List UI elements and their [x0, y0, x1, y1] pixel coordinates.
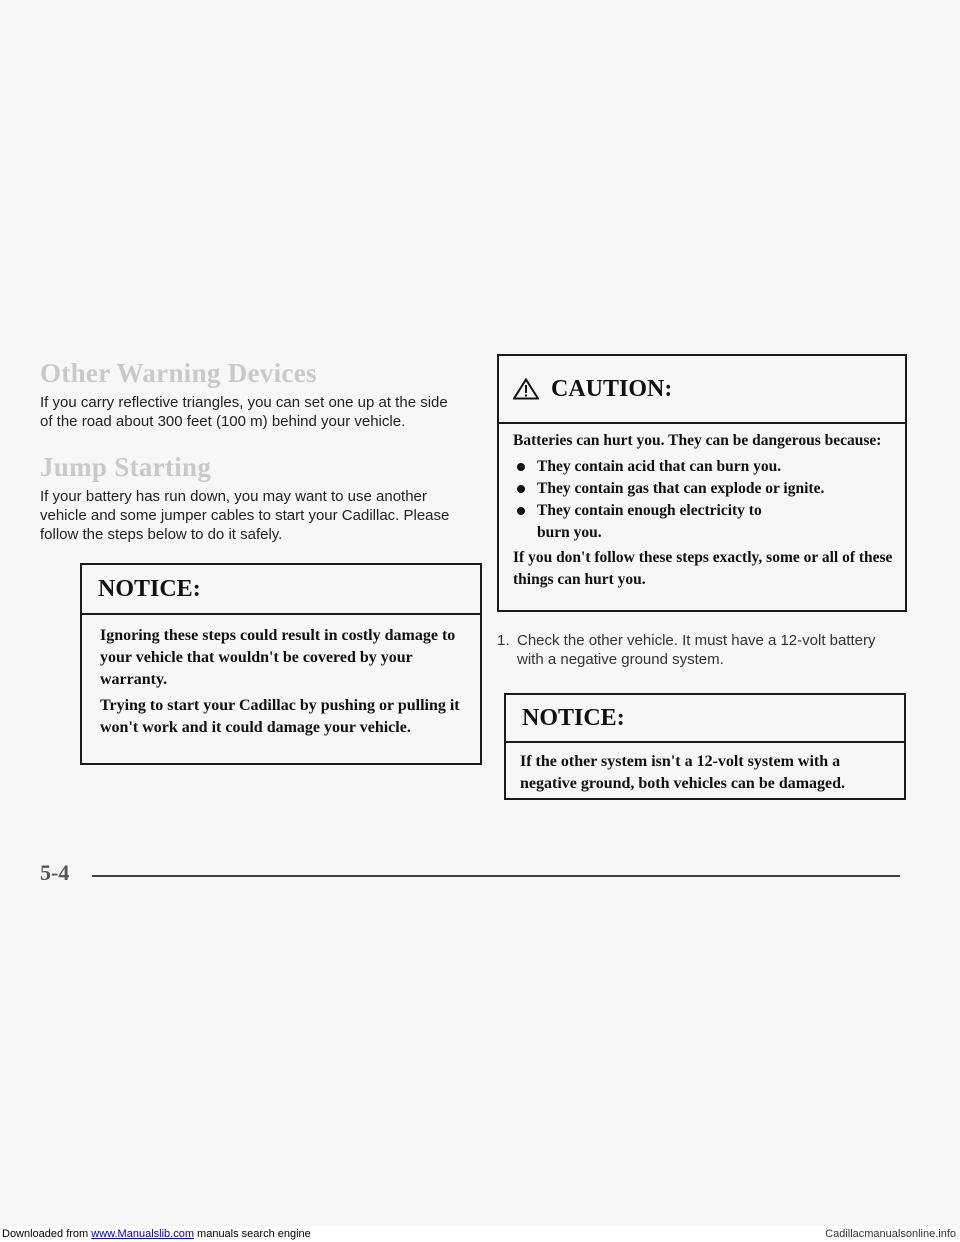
bullet-icon — [517, 485, 525, 493]
notice-paragraph: If the other system isn't a 12-volt system with a negative ground, both vehicles can be damaged. — [520, 753, 846, 792]
bullet-icon — [517, 463, 525, 471]
caution-title: CAUTION: — [551, 375, 673, 402]
footer-left-text: Downloaded from www.Manualslib.com manuals search engine — [2, 1228, 311, 1240]
bullet-icon — [517, 507, 525, 515]
notice-paragraph: Ignoring these steps could result in costly damage to your vehicle that wouldn't be covered by your warranty. — [100, 627, 456, 688]
caution-bullet: They contain acid that can burn you. — [513, 456, 893, 478]
step-text: Check the other vehicle. It must have a 12-volt battery with a negative ground system. — [517, 632, 876, 668]
step-number: 1. — [497, 632, 510, 649]
heading-other-warning-devices: Other Warning Devices — [40, 358, 317, 388]
caution-bullet: They contain gas that can explode or ignite. — [513, 478, 893, 500]
heading-jump-starting: Jump Starting — [40, 452, 212, 482]
notice-title: NOTICE: — [506, 695, 904, 743]
notice-box-right — [504, 693, 906, 800]
caution-outro: If you don't follow these steps exactly, some or all of these things can hurt you. — [513, 549, 893, 588]
caution-bullet-list — [513, 456, 893, 544]
step-1 — [497, 631, 897, 669]
footer-rule — [92, 875, 900, 877]
notice-body — [82, 615, 480, 739]
caution-intro: Batteries can hurt you. They can be dangerous because: — [513, 432, 882, 449]
caution-triangle-icon — [513, 378, 539, 400]
page-number: 5-4 — [40, 860, 70, 885]
paragraph-warning-devices: If you carry reflective triangles, you can set one up at the side of the road about 300 feet (100 m) behind your vehicle. — [40, 394, 448, 430]
caution-box — [497, 354, 907, 612]
notice-paragraph: Trying to start your Cadillac by pushing or pulling it won't work and it could damage your vehicle. — [100, 697, 460, 736]
notice-title: NOTICE: — [82, 565, 480, 615]
footer-watermark: Cadillacmanualsonline.info — [825, 1228, 956, 1240]
manualslib-link[interactable]: www.Manualslib.com — [91, 1228, 194, 1240]
notice-body — [506, 743, 904, 795]
download-footer — [0, 1226, 960, 1242]
caution-body — [499, 424, 905, 591]
caution-title-row — [499, 356, 905, 424]
paragraph-jump-starting: If your battery has run down, you may want to use another vehicle and some jumper cables to start your Cadillac. Please follow the steps below to do it safely. — [40, 488, 450, 543]
notice-box-left — [80, 563, 482, 765]
caution-bullet: They contain enough electricity to burn you. — [513, 500, 893, 544]
